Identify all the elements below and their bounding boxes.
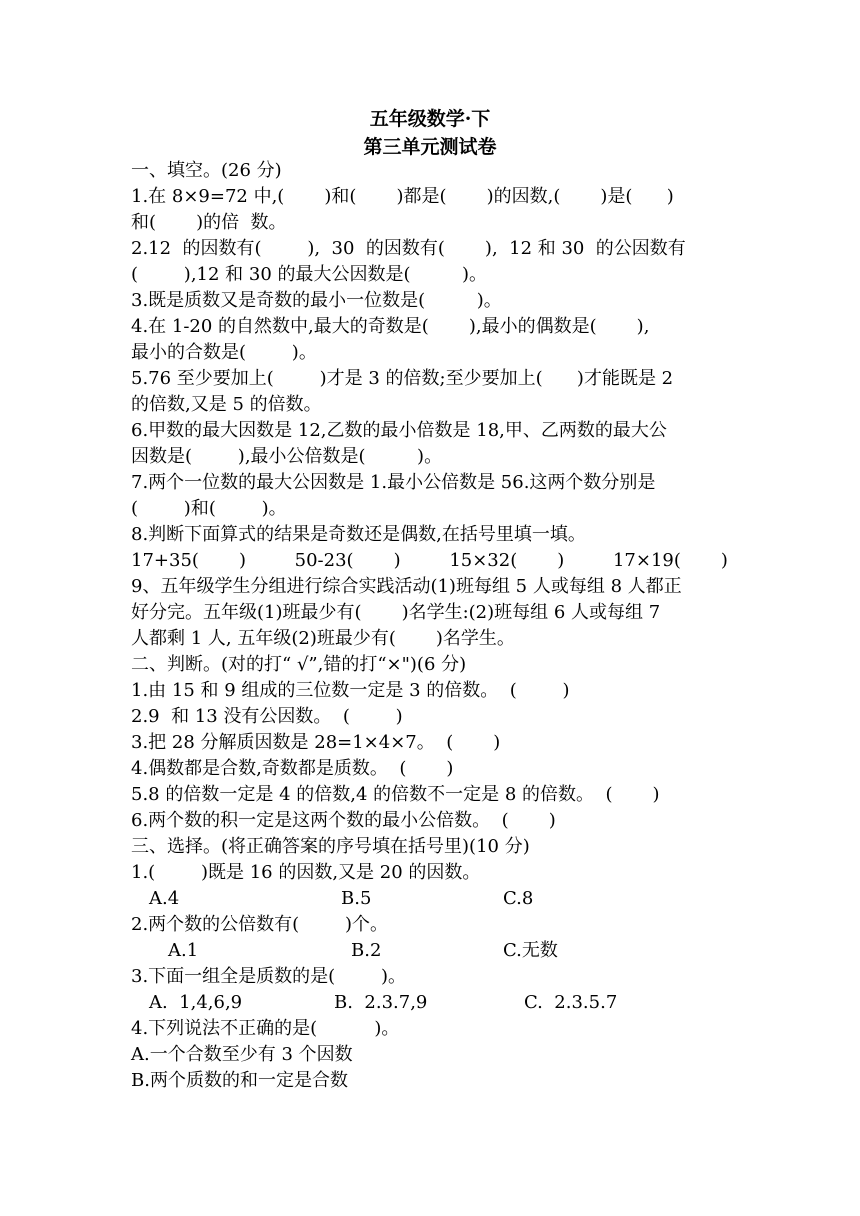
question-text: 因数是( ),最小公倍数是( )。 bbox=[131, 446, 443, 467]
choice-option: A. 1,4,6,9 bbox=[149, 992, 243, 1013]
judge-item: 1.由 15 和 9 组成的三位数一定是 3 的倍数。 ( ) bbox=[131, 680, 570, 701]
exam-title: 五年级数学·下 bbox=[369, 108, 491, 130]
question-text: 9、五年级学生分组进行综合实践活动(1)班每组 5 人或每组 8 人都正 bbox=[131, 576, 682, 597]
question-text: 2.12 的因数有( ), 30 的因数有( ), 12 和 30 的公因数有 bbox=[131, 238, 686, 259]
question-text: 4.在 1-20 的自然数中,最大的奇数是( ),最小的偶数是( ), bbox=[131, 316, 650, 337]
section-heading-judge: 二、判断。(对的打“ √”,错的打“×")(6 分) bbox=[131, 654, 467, 675]
question-text: 4.下列说法不正确的是( )。 bbox=[131, 1018, 400, 1039]
parity-item: 17+35( ) bbox=[131, 550, 246, 571]
choice-option: C. 2.3.5.7 bbox=[524, 992, 618, 1013]
question-text: 2.两个数的公倍数有( )个。 bbox=[131, 914, 388, 935]
section-heading-choice: 三、选择。(将正确答案的序号填在括号里)(10 分) bbox=[131, 836, 530, 857]
question-text: 5.76 至少要加上( )才是 3 的倍数;至少要加上( )才能既是 2 bbox=[131, 368, 674, 389]
section-heading-fill-blank: 一、填空。(26 分) bbox=[131, 160, 282, 181]
question-text: 1.( )既是 16 的因数,又是 20 的因数。 bbox=[131, 862, 481, 883]
parity-item: 50-23( ) bbox=[294, 550, 401, 571]
question-text: 1.在 8×9=72 中,( )和( )都是( )的因数,( )是( ) bbox=[131, 186, 674, 207]
choice-option: C.无数 bbox=[503, 940, 558, 961]
judge-item: 5.8 的倍数一定是 4 的倍数,4 的倍数不一定是 8 的倍数。 ( ) bbox=[131, 784, 660, 805]
question-text: 的倍数,又是 5 的倍数。 bbox=[131, 394, 322, 415]
choice-option: B.两个质数的和一定是合数 bbox=[131, 1070, 348, 1091]
choice-option: B.2 bbox=[351, 940, 382, 961]
question-text: 3.既是质数又是奇数的最小一位数是( )。 bbox=[131, 290, 502, 311]
question-text: 3.下面一组全是质数的是( )。 bbox=[131, 966, 406, 987]
choice-option: B.5 bbox=[341, 888, 372, 909]
question-text: 和( )的倍 数。 bbox=[131, 212, 287, 233]
choice-option: B. 2.3.7,9 bbox=[334, 992, 428, 1013]
question-text: 7.两个一位数的最大公因数是 1.最小公倍数是 56.这两个数分别是 bbox=[131, 472, 656, 493]
question-text: 8.判断下面算式的结果是奇数还是偶数,在括号里填一填。 bbox=[131, 524, 586, 545]
choice-option: A.1 bbox=[168, 940, 199, 961]
parity-item: 15×32( ) bbox=[449, 550, 565, 571]
parity-item: 17×19( ) bbox=[612, 550, 728, 571]
question-text: ( ),12 和 30 的最大公因数是( )。 bbox=[131, 264, 488, 285]
parity-items-row bbox=[131, 550, 728, 572]
judge-item: 3.把 28 分解质因数是 28=1×4×7。 ( ) bbox=[131, 732, 501, 753]
question-text: 6.甲数的最大因数是 12,乙数的最小倍数是 18,甲、乙两数的最大公 bbox=[131, 420, 667, 441]
choice-option: A.4 bbox=[149, 888, 180, 909]
question-text: 最小的合数是( )。 bbox=[131, 342, 317, 363]
question-text: 人都剩 1 人, 五年级(2)班最少有( )名学生。 bbox=[131, 628, 515, 649]
exam-subtitle: 第三单元测试卷 bbox=[363, 136, 497, 158]
judge-item: 6.两个数的积一定是这两个数的最小公倍数。 ( ) bbox=[131, 810, 556, 831]
question-text: 好分完。五年级(1)班最少有( )名学生:(2)班每组 6 人或每组 7 bbox=[131, 602, 661, 623]
judge-item: 2.9 和 13 没有公因数。 ( ) bbox=[131, 706, 403, 727]
choice-option: A.一个合数至少有 3 个因数 bbox=[131, 1044, 353, 1065]
judge-item: 4.偶数都是合数,奇数都是质数。 ( ) bbox=[131, 758, 454, 779]
choice-option: C.8 bbox=[503, 888, 534, 909]
question-text: ( )和( )。 bbox=[131, 498, 287, 519]
